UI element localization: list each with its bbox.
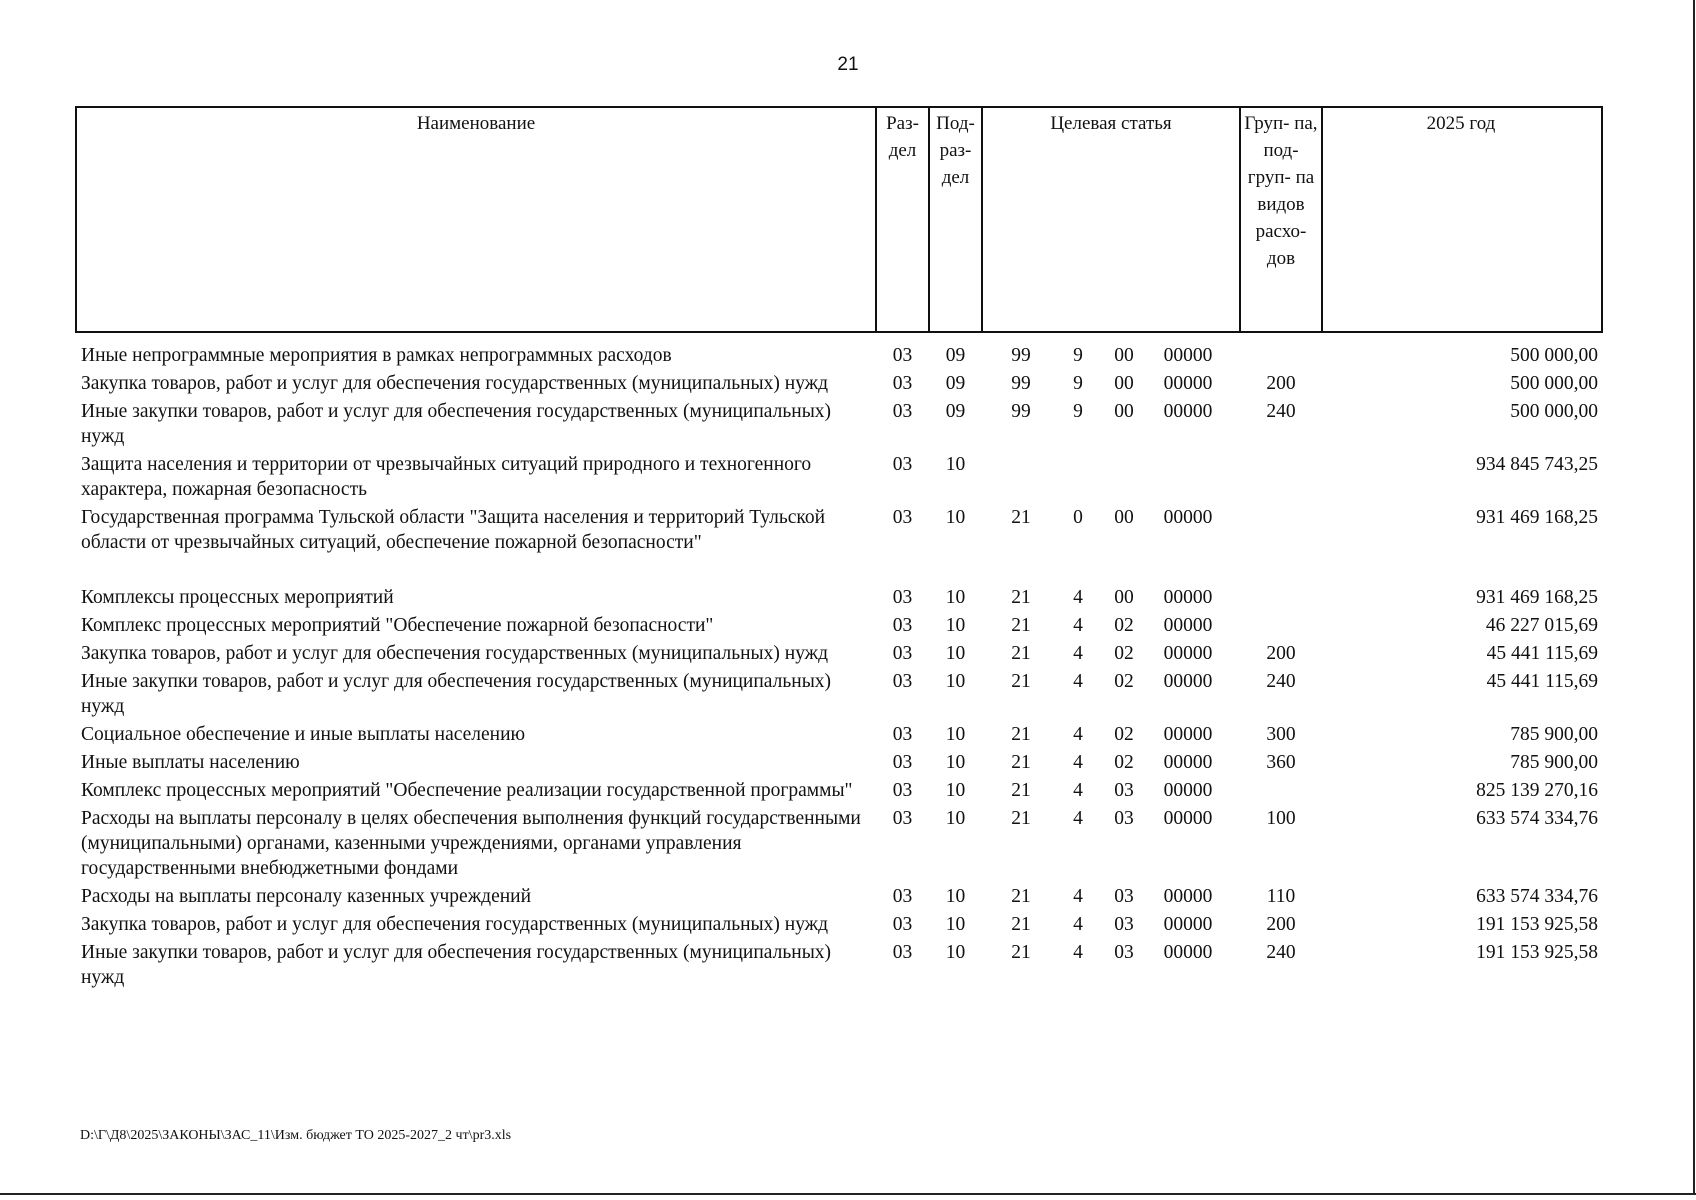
- row-target-code: [982, 909, 1240, 937]
- target-type: 4: [1073, 808, 1083, 829]
- target-program: 21: [1011, 507, 1031, 528]
- row-target-code: [982, 719, 1240, 747]
- row-target-code: [982, 449, 1240, 502]
- target-subprogram: 03: [1114, 942, 1134, 963]
- row-podrazdel: 10: [945, 671, 966, 692]
- row-podrazdel: 10: [945, 808, 966, 829]
- row-name: Иные непрограммные мероприятия в рамках непрограммных расходов: [81, 345, 672, 366]
- row-sum-2025: 500 000,00: [1510, 345, 1598, 366]
- target-direction: 00000: [1163, 615, 1213, 636]
- row-target-code: [982, 881, 1240, 909]
- target-direction: 00000: [1163, 752, 1213, 773]
- target-type: 4: [1073, 942, 1083, 963]
- row-sum-2025: 500 000,00: [1510, 373, 1598, 394]
- page-right-border: [1693, 0, 1695, 1195]
- row-podrazdel: 10: [945, 724, 966, 745]
- row-expense-group: [1240, 610, 1322, 638]
- target-direction: 00000: [1163, 401, 1213, 422]
- row-razdel: 03: [892, 615, 913, 636]
- row-sum-2025: 785 900,00: [1510, 724, 1598, 745]
- target-type: 4: [1073, 886, 1083, 907]
- header-name: Наименование: [76, 107, 876, 332]
- row-expense-group: 100: [1266, 808, 1296, 829]
- row-target-code: [982, 803, 1240, 881]
- row-name: Комплекс процессных мероприятий "Обеспечение пожарной безопасности": [81, 615, 714, 636]
- row-razdel: 03: [892, 587, 913, 608]
- target-program: 21: [1011, 587, 1031, 608]
- target-type: 4: [1073, 615, 1083, 636]
- target-subprogram: 02: [1114, 671, 1134, 692]
- row-razdel: 03: [892, 780, 913, 801]
- target-program: 21: [1011, 808, 1031, 829]
- budget-table: [75, 106, 1603, 990]
- target-program: 21: [1011, 780, 1031, 801]
- row-name: Расходы на выплаты персоналу казенных учреждений: [81, 886, 532, 907]
- table-row: [76, 368, 1602, 396]
- table-header-row: [76, 107, 1602, 332]
- header-target: Целевая статья: [982, 107, 1240, 332]
- row-sum-2025: 45 441 115,69: [1486, 643, 1598, 664]
- row-name: Социальное обеспечение и иные выплаты населению: [81, 724, 526, 745]
- row-podrazdel: 10: [945, 886, 966, 907]
- target-subprogram: 00: [1114, 507, 1134, 528]
- row-sum-2025: 46 227 015,69: [1485, 615, 1598, 636]
- table-row: [76, 881, 1602, 909]
- row-target-code: [982, 747, 1240, 775]
- target-type: 0: [1073, 507, 1083, 528]
- row-name: Закупка товаров, работ и услуг для обеспечения государственных (муниципальных) нужд: [81, 914, 829, 935]
- row-podrazdel: 09: [945, 373, 966, 394]
- row-name: Иные закупки товаров, работ и услуг для обеспечения государственных (муниципальных) нужд: [81, 942, 832, 988]
- target-subprogram: 00: [1114, 401, 1134, 422]
- row-razdel: 03: [892, 401, 913, 422]
- row-podrazdel: 10: [945, 914, 966, 935]
- row-podrazdel: 10: [945, 615, 966, 636]
- table-body: [76, 332, 1602, 990]
- table-row: [76, 803, 1602, 881]
- row-expense-group: [1240, 449, 1322, 502]
- row-name: Иные закупки товаров, работ и услуг для обеспечения государственных (муниципальных) нужд: [81, 401, 832, 447]
- row-sum-2025: 785 900,00: [1510, 752, 1598, 773]
- row-name: Комплекс процессных мероприятий "Обеспечение реализации государственной программы": [81, 780, 853, 801]
- row-podrazdel: 10: [945, 752, 966, 773]
- row-sum-2025: 500 000,00: [1510, 401, 1598, 422]
- row-sum-2025: 633 574 334,76: [1476, 808, 1598, 829]
- row-target-code: [982, 775, 1240, 803]
- target-type: 4: [1073, 643, 1083, 664]
- target-subprogram: 03: [1114, 886, 1134, 907]
- target-type: 4: [1073, 724, 1083, 745]
- target-direction: 00000: [1163, 643, 1213, 664]
- row-name: Комплексы процессных мероприятий: [81, 587, 394, 608]
- row-razdel: 03: [892, 345, 913, 366]
- row-razdel: 03: [892, 808, 913, 829]
- row-razdel: 03: [892, 942, 913, 963]
- header-razdel: Раз- дел: [876, 107, 929, 332]
- row-podrazdel: 09: [945, 401, 966, 422]
- row-razdel: 03: [892, 373, 913, 394]
- target-program: 21: [1011, 886, 1031, 907]
- target-direction: 00000: [1163, 942, 1213, 963]
- target-direction: 00000: [1163, 886, 1213, 907]
- target-direction: 00000: [1163, 914, 1213, 935]
- target-direction: 00000: [1163, 724, 1213, 745]
- row-name: Иные закупки товаров, работ и услуг для обеспечения государственных (муниципальных) нужд: [81, 671, 832, 717]
- row-target-code: [982, 638, 1240, 666]
- target-direction: 00000: [1163, 587, 1213, 608]
- table-row: [76, 666, 1602, 719]
- table-row: [76, 449, 1602, 502]
- table-row: [76, 332, 1602, 368]
- table-row: [76, 638, 1602, 666]
- row-podrazdel: 10: [945, 643, 966, 664]
- row-expense-group: 240: [1266, 671, 1296, 692]
- row-razdel: 03: [892, 643, 913, 664]
- target-subprogram: 00: [1114, 345, 1134, 366]
- row-target-code: [982, 396, 1240, 449]
- target-program: 21: [1011, 752, 1031, 773]
- row-sum-2025: 934 845 743,25: [1476, 454, 1598, 475]
- target-program: 99: [1011, 401, 1031, 422]
- target-type: 4: [1073, 587, 1083, 608]
- target-program: 21: [1011, 671, 1031, 692]
- target-type: 4: [1073, 914, 1083, 935]
- row-podrazdel: 10: [945, 454, 966, 475]
- row-name: Закупка товаров, работ и услуг для обеспечения государственных (муниципальных) нужд: [81, 373, 829, 394]
- row-target-code: [982, 937, 1240, 990]
- target-subprogram: 02: [1114, 643, 1134, 664]
- row-sum-2025: 825 139 270,16: [1476, 780, 1598, 801]
- target-type: 9: [1073, 373, 1083, 394]
- table-row: [76, 747, 1602, 775]
- row-podrazdel: 09: [945, 345, 966, 366]
- target-program: 99: [1011, 373, 1031, 394]
- target-direction: 00000: [1163, 671, 1213, 692]
- row-name: Закупка товаров, работ и услуг для обеспечения государственных (муниципальных) нужд: [81, 643, 829, 664]
- row-name: Защита населения и территории от чрезвычайных ситуаций природного и техногенного характера, пожарная безопасность: [81, 454, 812, 500]
- target-program: 99: [1011, 345, 1031, 366]
- row-sum-2025: 191 153 925,58: [1476, 914, 1598, 935]
- row-razdel: 03: [892, 914, 913, 935]
- row-sum-2025: 931 469 168,25: [1476, 587, 1598, 608]
- row-razdel: 03: [892, 752, 913, 773]
- row-target-code: [982, 666, 1240, 719]
- header-group: Груп- па, под- груп- па видов расхо- дов: [1240, 107, 1322, 332]
- row-name: Расходы на выплаты персоналу в целях обеспечения выполнения функций государственными (муниципальными) органами, казенными учреждениями, органами управления государственными внебюджетными фондами: [81, 808, 861, 879]
- row-expense-group: 200: [1266, 914, 1296, 935]
- table-row: [76, 719, 1602, 747]
- target-direction: 00000: [1163, 780, 1213, 801]
- row-sum-2025: 931 469 168,25: [1476, 507, 1598, 528]
- row-sum-2025: 45 441 115,69: [1486, 671, 1598, 692]
- table-row: [76, 582, 1602, 610]
- page-number: 21: [837, 54, 859, 75]
- target-subprogram: 03: [1114, 914, 1134, 935]
- target-subprogram: 00: [1114, 587, 1134, 608]
- row-expense-group: 300: [1266, 724, 1296, 745]
- target-subprogram: 00: [1114, 373, 1134, 394]
- row-expense-group: 200: [1266, 373, 1296, 394]
- row-expense-group: 360: [1266, 752, 1296, 773]
- row-expense-group: 240: [1266, 942, 1296, 963]
- footer-file-path: D:\Г\Д8\2025\ЗАКОНЫ\ЗАС_11\Изм. бюджет ТО 2025-2027_2 чт\pr3.xls: [80, 1128, 512, 1143]
- target-direction: 00000: [1163, 345, 1213, 366]
- target-subprogram: 02: [1114, 615, 1134, 636]
- row-target-code: [982, 610, 1240, 638]
- row-expense-group: [1240, 502, 1322, 582]
- header-podrazdel: Под- раз- дел: [929, 107, 982, 332]
- row-razdel: 03: [892, 454, 913, 475]
- target-type: 4: [1073, 780, 1083, 801]
- row-razdel: 03: [892, 886, 913, 907]
- target-program: 21: [1011, 615, 1031, 636]
- target-subprogram: 03: [1114, 808, 1134, 829]
- table-row: [76, 396, 1602, 449]
- row-target-code: [982, 582, 1240, 610]
- row-target-code: [982, 502, 1240, 582]
- table-row: [76, 909, 1602, 937]
- table-row: [76, 502, 1602, 582]
- target-program: 21: [1011, 914, 1031, 935]
- row-expense-group: 240: [1266, 401, 1296, 422]
- row-name: Государственная программа Тульской области "Защита населения и территорий Тульской области от чрезвычайных ситуаций, обеспечение пожарной безопасности": [81, 507, 826, 553]
- header-year: 2025 год: [1322, 107, 1602, 332]
- target-direction: 00000: [1163, 373, 1213, 394]
- target-program: 21: [1011, 724, 1031, 745]
- table-row: [76, 937, 1602, 990]
- row-target-code: [982, 332, 1240, 368]
- target-program: 21: [1011, 643, 1031, 664]
- target-type: 4: [1073, 671, 1083, 692]
- row-razdel: 03: [892, 507, 913, 528]
- table-row: [76, 610, 1602, 638]
- target-program: 21: [1011, 942, 1031, 963]
- row-expense-group: [1240, 332, 1322, 368]
- row-expense-group: [1240, 775, 1322, 803]
- row-podrazdel: 10: [945, 507, 966, 528]
- row-expense-group: [1240, 582, 1322, 610]
- target-subprogram: 02: [1114, 724, 1134, 745]
- row-target-code: [982, 368, 1240, 396]
- row-podrazdel: 10: [945, 587, 966, 608]
- target-direction: 00000: [1163, 808, 1213, 829]
- target-type: 9: [1073, 345, 1083, 366]
- target-subprogram: 03: [1114, 780, 1134, 801]
- page-bottom-border: [0, 1193, 1696, 1195]
- row-razdel: 03: [892, 724, 913, 745]
- target-subprogram: 02: [1114, 752, 1134, 773]
- target-type: 4: [1073, 752, 1083, 773]
- row-expense-group: 110: [1266, 886, 1296, 907]
- row-podrazdel: 10: [945, 942, 966, 963]
- row-expense-group: 200: [1266, 643, 1296, 664]
- row-sum-2025: 633 574 334,76: [1476, 886, 1598, 907]
- target-type: 9: [1073, 401, 1083, 422]
- table-row: [76, 775, 1602, 803]
- row-podrazdel: 10: [945, 780, 966, 801]
- row-name: Иные выплаты населению: [81, 752, 300, 773]
- target-direction: 00000: [1163, 507, 1213, 528]
- row-razdel: 03: [892, 671, 913, 692]
- row-sum-2025: 191 153 925,58: [1476, 942, 1598, 963]
